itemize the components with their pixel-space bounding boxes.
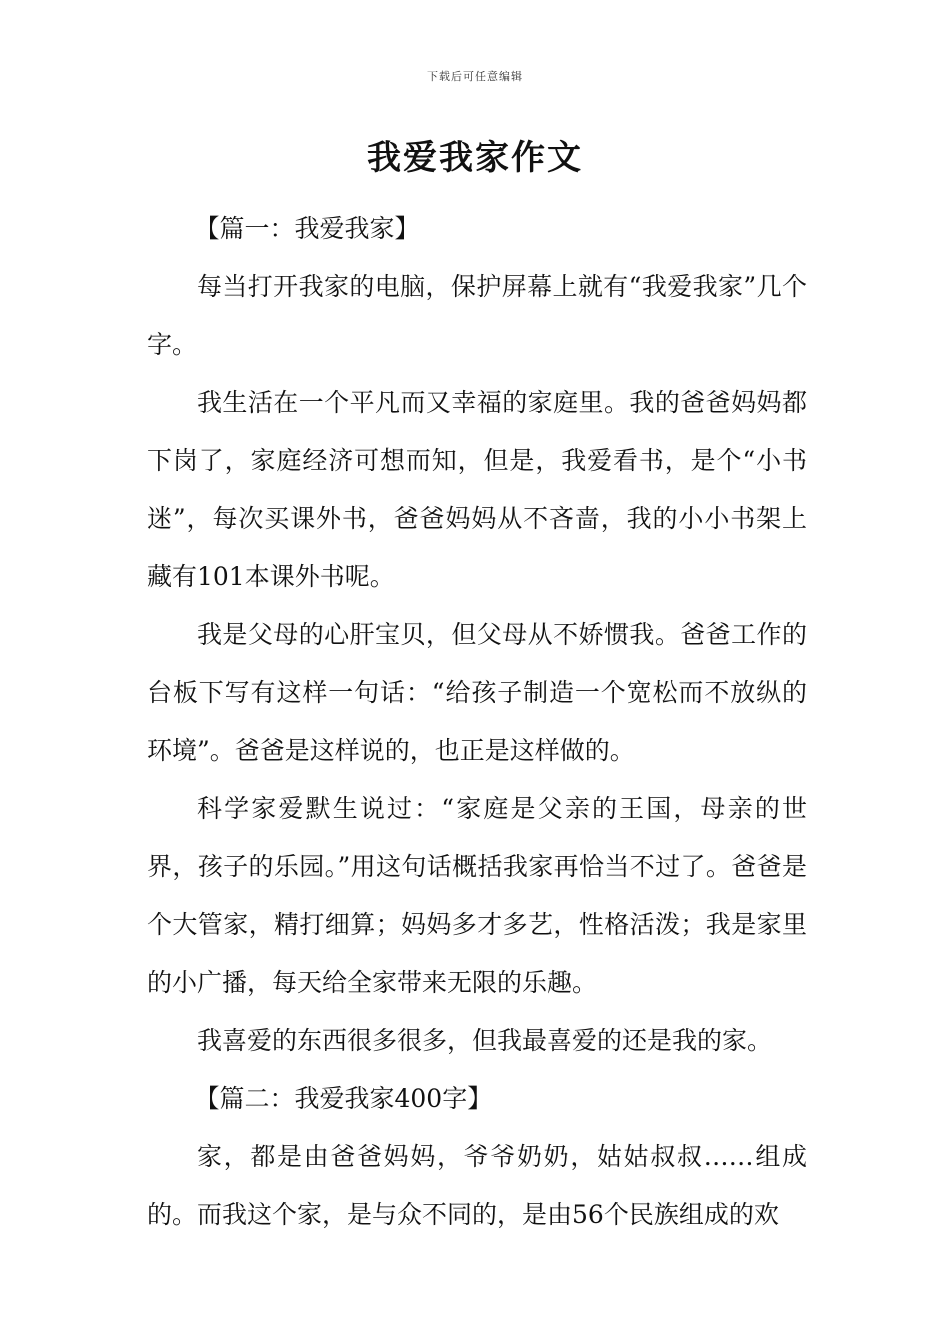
document-body xyxy=(147,200,807,1244)
section-heading-2: 【篇二：我爱我家400字】 xyxy=(194,1084,493,1113)
paragraph: 我喜爱的东西很多很多，但我最喜爱的还是我的家。 xyxy=(197,1026,773,1055)
paragraph: 每当打开我家的电脑，保护屏幕上就有“我爱我家”几个字。 xyxy=(147,272,807,359)
section-heading-1: 【篇一：我爱我家】 xyxy=(194,214,420,243)
header-note: 下载后可任意编辑 xyxy=(427,70,523,83)
paragraph: 我生活在一个平凡而又幸福的家庭里。我的爸爸妈妈都下岗了，家庭经济可想而知，但是，我爱看书，是个“小书迷”，每次买课外书，爸爸妈妈从不吝啬，我的小小书架上藏有101本课外书呢。 xyxy=(147,388,807,591)
paragraph: 我是父母的心肝宝贝，但父母从不娇惯我。爸爸工作的台板下写有这样一句话：“给孩子制造一个宽松而不放纵的环境”。爸爸是这样说的，也正是这样做的。 xyxy=(147,620,807,765)
paragraph: 科学家爱默生说过：“家庭是父亲的王国，母亲的世界，孩子的乐园。”用这句话概括我家再恰当不过了。爸爸是个大管家，精打细算；妈妈多才多艺，性格活泼；我是家里的小广播，每天给全家带来无限的乐趣。 xyxy=(147,794,807,997)
document-title: 我爱我家作文 xyxy=(367,138,583,178)
paragraph: 家，都是由爸爸妈妈，爷爷奶奶，姑姑叔叔……组成的。而我这个家，是与众不同的，是由56个民族组成的欢 xyxy=(147,1142,807,1229)
